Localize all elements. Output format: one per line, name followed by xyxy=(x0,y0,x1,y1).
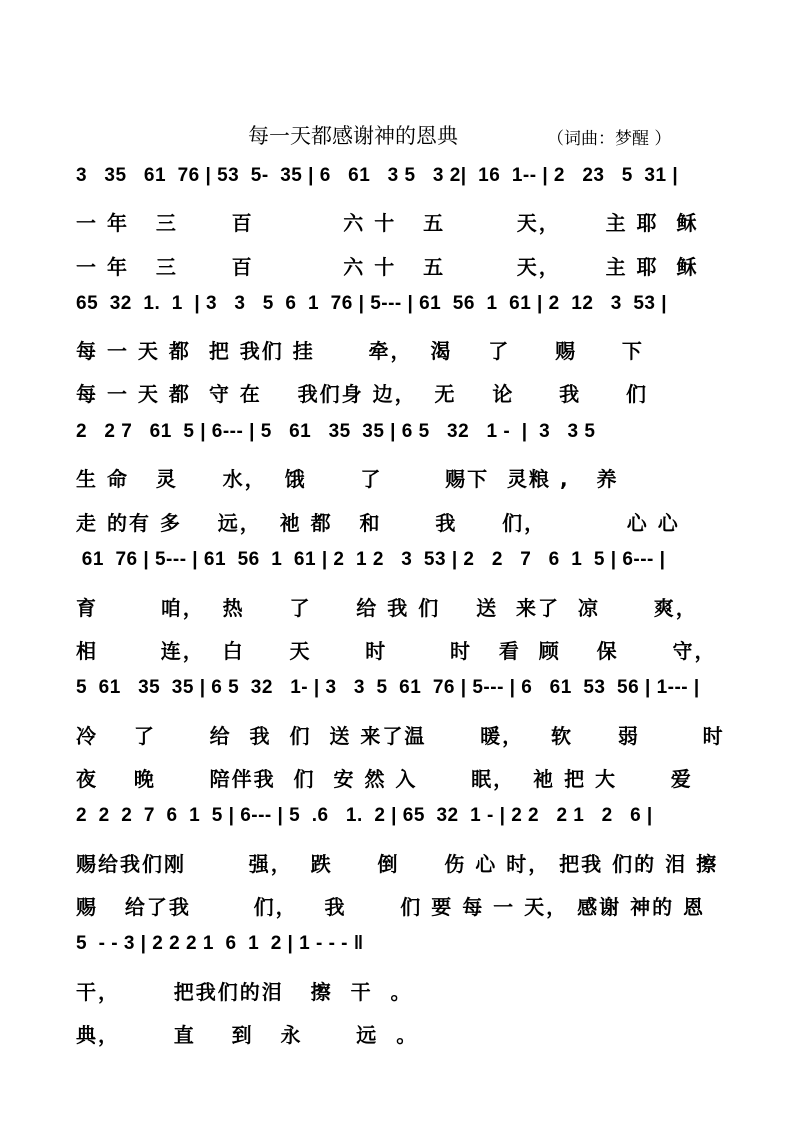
song-title: 每一天都感谢神的恩典 xyxy=(248,124,458,148)
lyric-line-6-verse-2: 赐 给了我 们， 我 们 要 每 一 天， 感谢 神的 恩 xyxy=(76,895,706,919)
notation-line-2: 65 32 1. 1 | 3 3 5 6 1 76 | 5--- | 61 56 1 61 | 2 12 3 53 | xyxy=(76,293,668,314)
lyric-line-4-verse-2: 相 连， 白 天 时 时 看 顾 保 守， xyxy=(76,639,717,663)
notation-line-1: 3 35 61 76 | 53 5- 35 | 6 61 3 5 3 2| 16 1-- | 2 23 5 31 | xyxy=(76,165,679,186)
lyric-line-3-verse-1: 生 命 灵 水， 饿 了 赐下 灵粮 , 养 xyxy=(76,467,619,491)
lyric-line-4-verse-1: 育 咱， 热 了 给 我 们 送 来了 凉 爽， xyxy=(76,596,698,620)
notation-line-3: 2 2 7 61 5 | 6--- | 5 61 35 35 | 6 5 32 1 - | 3 3 5 xyxy=(76,421,596,442)
lyric-line-3-verse-2: 走 的有 多 远， 祂 都 和 我 们， 心 心 xyxy=(76,511,680,535)
notation-line-5: 5 61 35 35 | 6 5 32 1- | 3 3 5 61 76 | 5--- | 6 61 53 56 | 1--- | xyxy=(76,677,700,698)
lyric-line-2-verse-2: 每 一 天 都 守 在 我们身 边， 无 论 我 们 xyxy=(76,382,648,406)
lyric-line-7-verse-1: 干， 把我们的泪 擦 干 。 xyxy=(76,980,413,1004)
lyric-line-5-verse-1: 冷 了 给 我 们 送 来了温 暖， 软 弱 时 xyxy=(76,724,725,748)
lyric-line-7-verse-2: 典， 直 到 永 远 。 xyxy=(76,1023,419,1047)
notation-line-6: 2 2 2 7 6 1 5 | 6--- | 5 .6 1. 2 | 65 32 1 - | 2 2 2 1 2 6 | xyxy=(76,805,653,826)
lyricist-credit: （词曲：梦醒 ） xyxy=(547,129,672,149)
lyric-line-1-verse-1: 一 年 三 百 六 十 五 天， 主 耶 稣 xyxy=(76,211,699,235)
lyric-line-5-verse-2: 夜 晚 陪伴我 们 安 然 入 眠， 祂 把 大 爱 xyxy=(76,767,693,791)
notation-line-7: 5 - - 3 | 2 2 2 1 6 1 2 | 1 - - - ‖ xyxy=(76,933,364,954)
lyric-line-2-verse-1: 每 一 天 都 把 我们 挂 牵， 渴 了 赐 下 xyxy=(76,339,644,363)
notation-line-4: 61 76 | 5--- | 61 56 1 61 | 2 1 2 3 53 | 2 2 7 6 1 5 | 6--- | xyxy=(76,549,666,570)
lyric-line-1-verse-2: 一 年 三 百 六 十 五 天， 主 耶 稣 xyxy=(76,255,699,279)
lyric-line-6-verse-1: 赐给我们刚 强， 跌 倒 伤 心 时， 把我 们的 泪 擦 xyxy=(76,852,719,876)
